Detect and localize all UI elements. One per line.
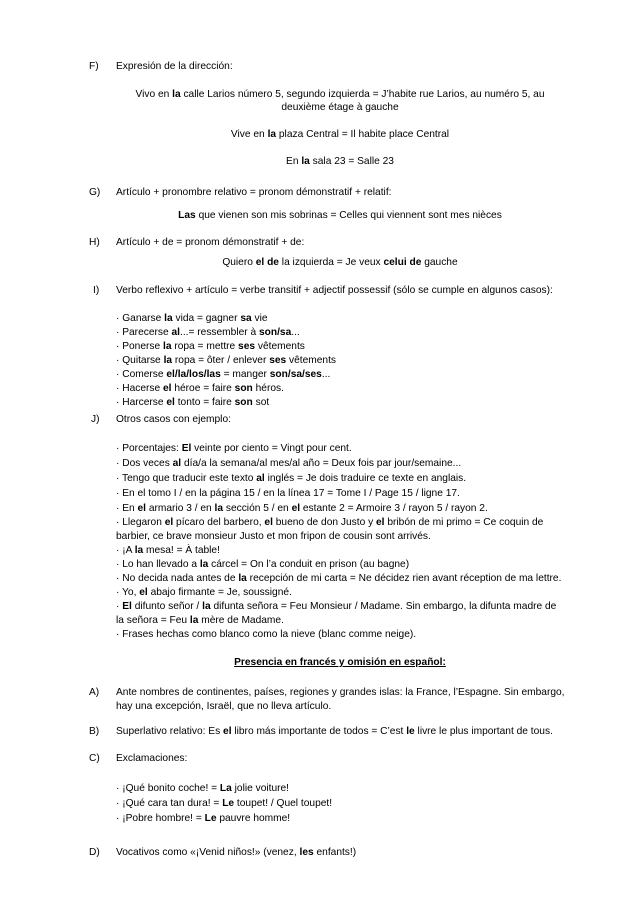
- section-a-text: Ante nombres de continentes, países, regiones y grandes islas: la France, l’Espagne. Sin embargo,: [116, 687, 565, 698]
- list-item: · ¡Pobre hombre! = Le pauvre homme!: [116, 813, 291, 824]
- list-item: · Dos veces al día/a la semana/al mes/al año = Deux fois par jour/semaine...: [116, 458, 462, 469]
- section-i-heading: Verbo reflexivo + artículo = verbe transitif + adjectif possessif (sólo se cumple en algunos casos):: [116, 285, 553, 296]
- section-h-heading: Artículo + de = pronom démonstratif + de:: [116, 237, 305, 248]
- list-item: · Hacerse el héroe = faire son héros.: [116, 383, 284, 394]
- section-g-example: Las que vienen son mis sobrinas = Celles qui viennent sont mes nièces: [178, 210, 502, 221]
- list-item-cont: barbier, ce brave monsieur Justo et mon fripon de cousin sont arrivés.: [116, 531, 431, 542]
- section-letter-i: I): [93, 285, 100, 296]
- section-d-text: Vocativos como «¡Venid niños!» (venez, les enfants!): [116, 847, 357, 858]
- section-h-example: Quiero el de la izquierda = Je veux celui de gauche: [222, 257, 458, 268]
- section-letter-d: D): [89, 847, 100, 858]
- section-c-heading: Exclamaciones:: [116, 753, 188, 764]
- section-letter-h: H): [89, 237, 100, 248]
- section-letter-g: G): [89, 187, 101, 198]
- list-item: · En el armario 3 / en la sección 5 / en el estante 2 = Armoire 3 / rayon 5 / rayon 2.: [116, 503, 488, 514]
- list-item: · Lo han llevado a la cárcel = On l’a conduit en prison (au bagne): [116, 559, 410, 570]
- list-item: · El difunto señor / la difunta señora = Feu Monsieur / Madame. Sin embargo, la difunta madre de: [116, 601, 557, 612]
- list-item: · No decida nada antes de la recepción de mi carta = Ne décidez rien avant réception de ma lettre.: [116, 573, 562, 584]
- list-item: · ¡A la mesa! = À table!: [116, 545, 220, 556]
- list-item: · Comerse el/la/los/las = manger son/sa/ses...: [116, 369, 331, 380]
- section-f-example-1-cont: deuxième étage à gauche: [281, 102, 399, 113]
- section-letter-c: C): [89, 753, 100, 764]
- list-item: · Quitarse la ropa = ôter / enlever ses vêtements: [116, 355, 337, 366]
- list-item: · Ponerse la ropa = mettre ses vêtements: [116, 341, 305, 352]
- list-item: · En el tomo I / en la página 15 / en la línea 17 = Tome I / Page 15 / ligne 17.: [116, 488, 460, 499]
- section-j-heading: Otros casos con ejemplo:: [116, 414, 231, 425]
- section-letter-f: F): [89, 61, 99, 72]
- section-letter-j: J): [91, 414, 100, 425]
- list-item: · ¡Qué cara tan dura! = Le toupet! / Quel toupet!: [116, 798, 333, 809]
- list-item: · Frases hechas como blanco como la nieve (blanc comme neige).: [116, 629, 417, 640]
- section-g-heading: Artículo + pronombre relativo = pronom démonstratif + relatif:: [116, 187, 392, 198]
- section-f-example-2: Vive en la plaza Central = Il habite place Central: [230, 129, 450, 140]
- list-item: · Tengo que traducir este texto al inglés = Je dois traduire ce texte en anglais.: [116, 473, 467, 484]
- section-b-text: Superlativo relativo: Es el libro más importante de todos = C’est le livre le plus important de tous.: [116, 726, 553, 737]
- section-letter-b: B): [89, 726, 100, 737]
- list-item-cont: la señora = Feu la mère de Madame.: [116, 615, 284, 626]
- section-f-heading: Expresión de la dirección:: [116, 61, 233, 72]
- section-letter-a: A): [89, 687, 100, 698]
- section-a-text-cont: hay una excepción, Israël, que no lleva artículo.: [116, 701, 332, 712]
- section-title: Presencia en francés y omisión en español:: [234, 657, 446, 668]
- section-f-example-1: Vivo en la calle Larios número 5, segundo izquierda = J’habite rue Larios, au numéro 5, au: [135, 89, 545, 100]
- list-item: · Harcerse el tonto = faire son sot: [116, 397, 270, 408]
- list-item: · Parecerse al...= ressembler à son/sa...: [116, 327, 300, 338]
- list-item: · Yo, el abajo firmante = Je, soussigné.: [116, 587, 292, 598]
- list-item: · Llegaron el pícaro del barbero, el bueno de don Justo y el bribón de mi primo = Ce coquin de: [116, 517, 544, 528]
- list-item: · ¡Qué bonito coche! = La jolie voiture!: [116, 783, 290, 794]
- list-item: · Porcentajes: El veinte por ciento = Vingt pour cent.: [116, 443, 352, 454]
- list-item: · Ganarse la vida = gagner sa vie: [116, 313, 268, 324]
- section-f-example-3: En la sala 23 = Salle 23: [286, 156, 394, 167]
